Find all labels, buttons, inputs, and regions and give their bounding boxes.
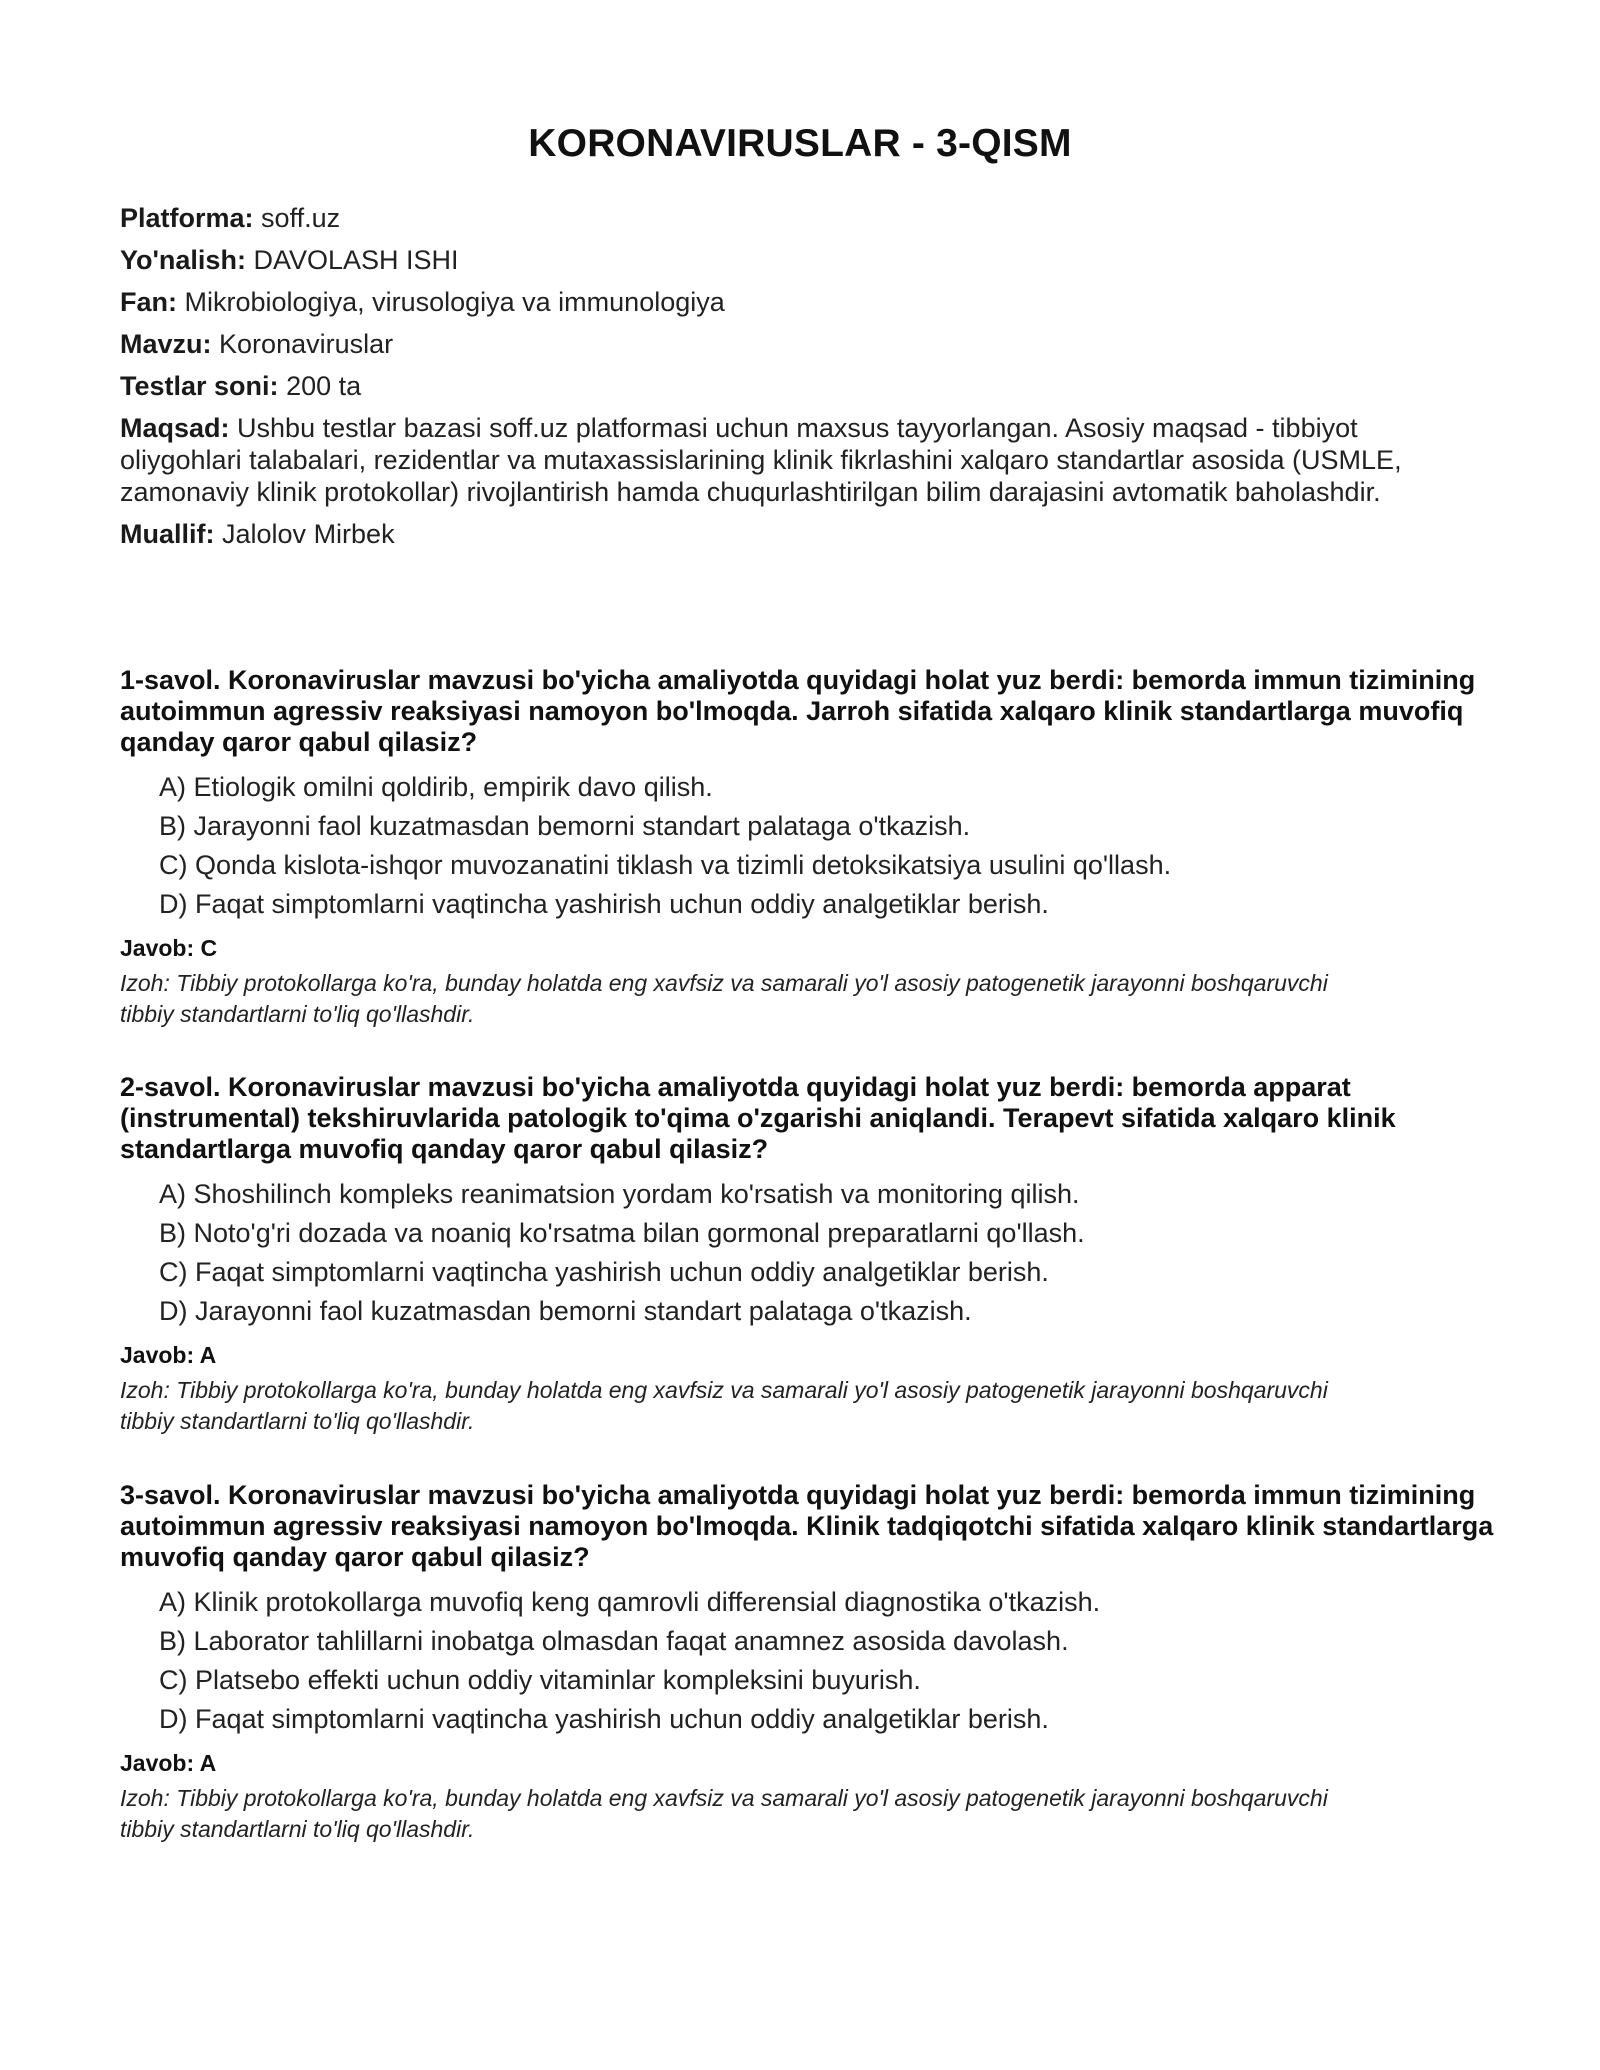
meta-value: DAVOLASH ISHI <box>253 245 459 275</box>
option-a: A) Klinik protokollarga muvofiq keng qamrovli differensial diagnostika o'tkazish. <box>159 1587 1101 1617</box>
option-a: A) Shoshilinch kompleks reanimatsion yordam ko'rsatish va monitoring qilish. <box>159 1179 1080 1209</box>
question-text: 2-savol. Koronaviruslar mavzusi bo'yicha amaliyotda quyidagi holat yuz berdi: bemorda apparat (instrumental) tekshiruvlarida patologik to'qima o'zgarishi aniqlandi. Terapevt sifatida xalqaro klinik standartlarga muvofiq qanday qaror qabul qilasiz? <box>120 1072 1396 1164</box>
answer-options <box>120 1175 1500 1331</box>
meta-label: Platforma: <box>120 203 254 233</box>
meta-direction <box>120 244 1450 276</box>
option-b: B) Laborator tahlillarni inobatga olmasdan faqat anamnez asosida davolash. <box>159 1626 1069 1656</box>
meta-value: soff.uz <box>261 203 341 233</box>
option-d: D) Faqat simptomlarni vaqtincha yashirish uchun oddiy analgetiklar berish. <box>159 889 1049 919</box>
answer-key: Javob: C <box>120 935 218 961</box>
explanation-note: Izoh: Tibbiy protokollarga ko'ra, bunday holatda eng xavfsiz va samarali yo'l asosiy patogenetik jarayonni boshqaruvchi tibbiy standartlarni to'liq qo'llashdir. <box>120 1377 1328 1434</box>
answer-key: Javob: A <box>120 1342 217 1368</box>
option-a: A) Etiologik omilni qoldirib, empirik davo qilish. <box>159 772 713 802</box>
answer-key: Javob: A <box>120 1750 217 1776</box>
document-meta <box>120 202 1450 560</box>
explanation-note: Izoh: Tibbiy protokollarga ko'ra, bunday holatda eng xavfsiz va samarali yo'l asosiy patogenetik jarayonni boshqaruvchi tibbiy standartlarni to'liq qo'llashdir. <box>120 970 1328 1027</box>
option-b: B) Noto'g'ri dozada va noaniq ko'rsatma bilan gormonal preparatlarni qo'llash. <box>159 1218 1085 1248</box>
meta-test-count <box>120 370 1450 402</box>
meta-label: Maqsad: <box>120 413 230 443</box>
meta-value: Koronaviruslar <box>219 329 394 359</box>
option-c: C) Faqat simptomlarni vaqtincha yashirish uchun oddiy analgetiklar berish. <box>159 1257 1049 1287</box>
option-d: D) Jarayonni faol kuzatmasdan bemorni standart palataga o'tkazish. <box>159 1296 972 1326</box>
question-3 <box>120 1480 1500 1845</box>
meta-author <box>120 518 1450 550</box>
meta-label: Muallif: <box>120 519 215 549</box>
meta-value: 200 ta <box>286 371 362 401</box>
question-text: 3-savol. Koronaviruslar mavzusi bo'yicha amaliyotda quyidagi holat yuz berdi: bemorda immun tizimining autoimmun agressiv reaksiyasi namoyon bo'lmoqda. Klinik tadqiqotchi sifatida xalqaro klinik standartlarga muvofiq qanday qaror qabul qilasiz? <box>120 1480 1494 1572</box>
meta-label: Testlar soni: <box>120 371 279 401</box>
answer-options <box>120 768 1500 924</box>
meta-topic <box>120 328 1450 360</box>
meta-value: Ushbu testlar bazasi soff.uz platformasi uchun maxsus tayyorlangan. Asosiy maqsad - tibbiyot oliygohlari talabalari, rezidentlar va mutaxassislarining klinik fikrlashini xalqaro standartlar asosida (USMLE, zamonaviy klinik protokollar) rivojlantirish hamda chuqurlashtirilgan bilim darajasini avtomatik baholashdir. <box>120 413 1402 507</box>
meta-value: Mikrobiologiya, virusologiya va immunologiya <box>184 287 725 317</box>
meta-subject <box>120 286 1450 318</box>
question-1 <box>120 665 1500 1030</box>
question-text: 1-savol. Koronaviruslar mavzusi bo'yicha amaliyotda quyidagi holat yuz berdi: bemorda immun tizimining autoimmun agressiv reaksiyasi namoyon bo'lmoqda. Jarroh sifatida xalqaro klinik standartlarga muvofiq qanday qaror qabul qilasiz? <box>120 665 1476 757</box>
meta-purpose <box>120 412 1450 508</box>
option-b: B) Jarayonni faol kuzatmasdan bemorni standart palataga o'tkazish. <box>159 811 971 841</box>
meta-platform <box>120 202 1450 234</box>
meta-label: Yo'nalish: <box>120 245 246 275</box>
option-d: D) Faqat simptomlarni vaqtincha yashirish uchun oddiy analgetiklar berish. <box>159 1704 1049 1734</box>
option-c: C) Qonda kislota-ishqor muvozanatini tiklash va tizimli detoksikatsiya usulini qo'llash. <box>159 850 1172 880</box>
meta-label: Fan: <box>120 287 177 317</box>
answer-options <box>120 1583 1500 1739</box>
option-c: C) Platsebo effekti uchun oddiy vitaminlar kompleksini buyurish. <box>159 1665 921 1695</box>
meta-value: Jalolov Mirbek <box>222 519 395 549</box>
question-2 <box>120 1072 1500 1437</box>
explanation-note: Izoh: Tibbiy protokollarga ko'ra, bunday holatda eng xavfsiz va samarali yo'l asosiy patogenetik jarayonni boshqaruvchi tibbiy standartlarni to'liq qo'llashdir. <box>120 1785 1328 1842</box>
meta-label: Mavzu: <box>120 329 212 359</box>
document-title: KORONAVIRUSLAR - 3-QISM <box>528 122 1072 165</box>
